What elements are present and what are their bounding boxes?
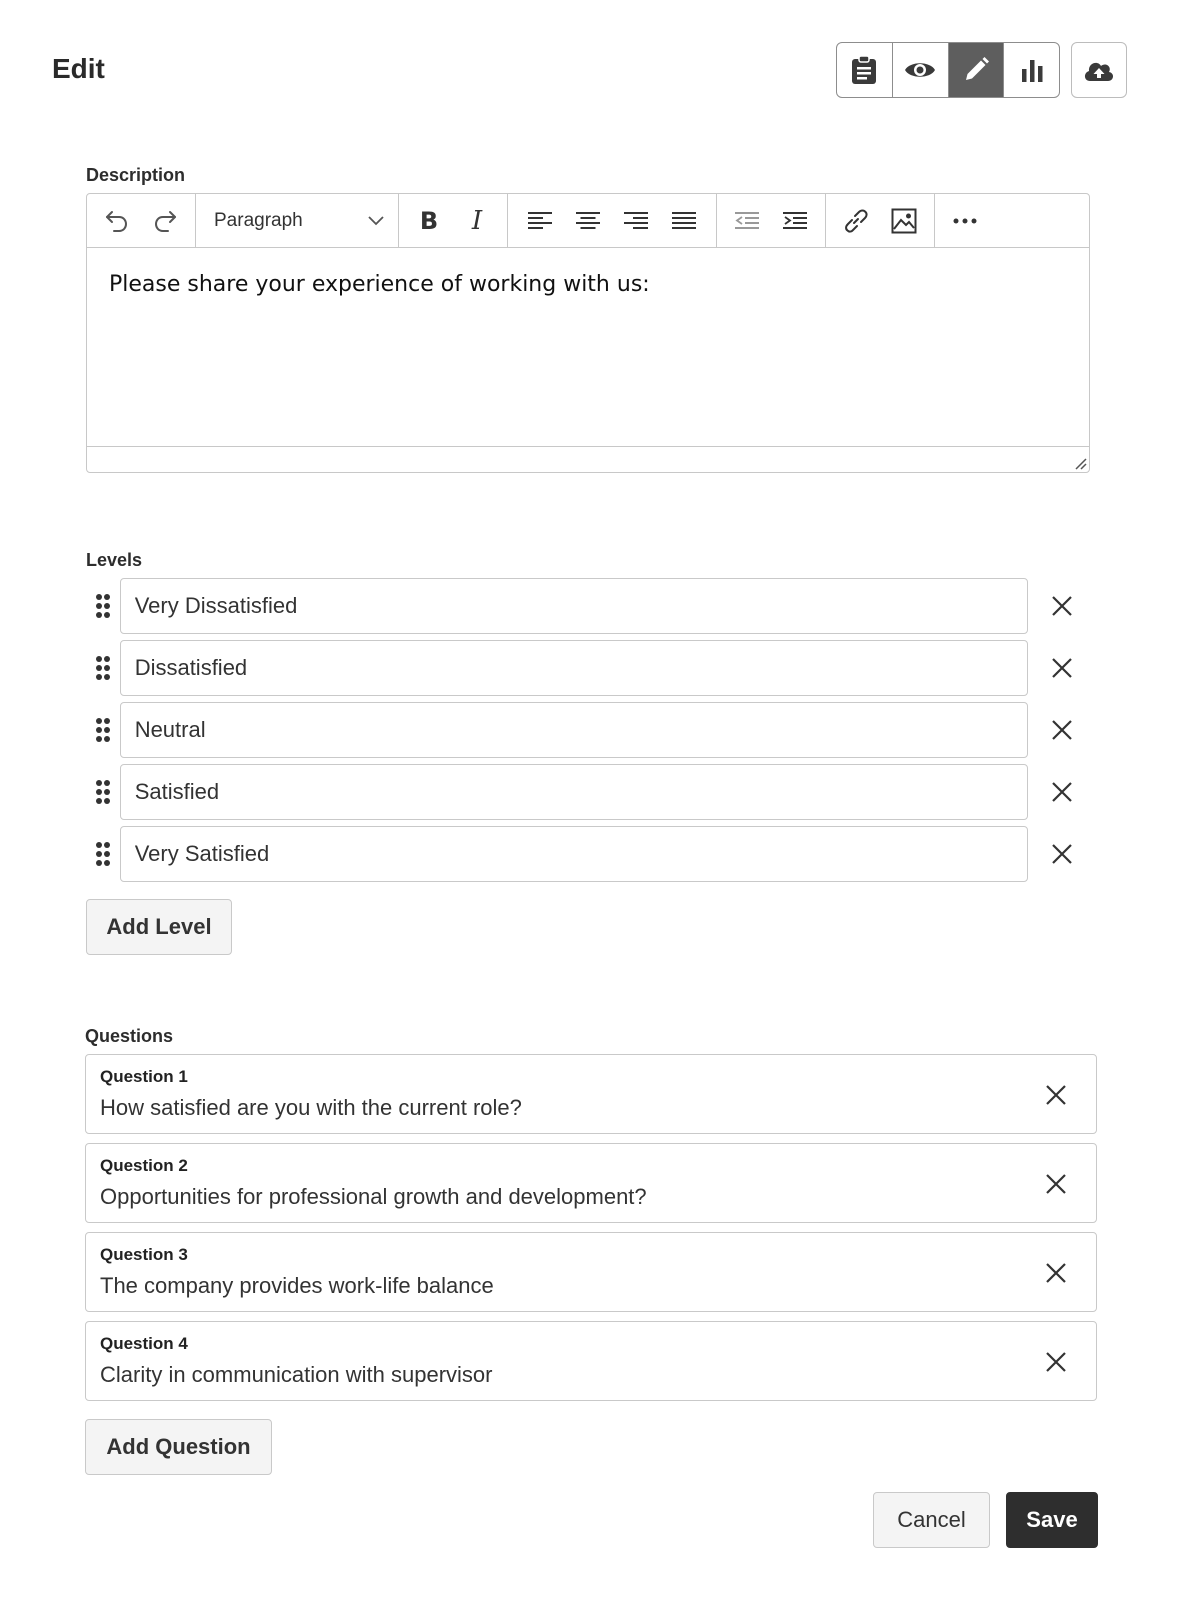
block-format-select[interactable]	[202, 201, 392, 241]
link-icon	[843, 208, 869, 234]
remove-question-button[interactable]	[1032, 1249, 1080, 1297]
drag-handle[interactable]	[86, 640, 120, 696]
close-icon	[1051, 781, 1073, 803]
drag-handle-icon	[95, 717, 111, 743]
clipboard-icon	[851, 55, 877, 85]
bar-chart-icon	[1019, 57, 1045, 83]
save-button[interactable]: Save	[1006, 1492, 1098, 1548]
drag-handle-icon	[95, 779, 111, 805]
cancel-button[interactable]: Cancel	[873, 1492, 990, 1548]
align-left-button[interactable]	[516, 201, 564, 241]
drag-handle[interactable]	[86, 702, 120, 758]
italic-button[interactable]	[453, 201, 501, 241]
outdent-icon	[735, 211, 759, 231]
more-icon	[953, 218, 977, 224]
question-card[interactable]	[85, 1143, 1097, 1223]
more-group	[935, 194, 995, 247]
question-text: The company provides work-life balance	[100, 1273, 494, 1298]
close-icon	[1045, 1351, 1067, 1373]
question-card[interactable]	[85, 1054, 1097, 1134]
image-button[interactable]	[880, 201, 928, 241]
question-text: Clarity in communication with supervisor	[100, 1362, 493, 1387]
level-row	[86, 640, 1086, 696]
close-icon	[1051, 595, 1073, 617]
bold-icon: B	[419, 206, 439, 235]
italic-icon: I	[471, 205, 483, 236]
format-group	[196, 194, 399, 247]
drag-handle[interactable]	[86, 764, 120, 820]
indent-button[interactable]	[771, 201, 819, 241]
indent-group	[717, 194, 826, 247]
level-input[interactable]	[120, 578, 1029, 634]
upload-button[interactable]	[1071, 42, 1127, 98]
level-input[interactable]	[120, 826, 1029, 882]
pencil-icon	[962, 56, 990, 84]
level-input[interactable]	[120, 764, 1029, 820]
insert-group	[826, 194, 935, 247]
question-label: Question 2	[100, 1156, 188, 1175]
question-label: Question 1	[100, 1067, 188, 1086]
level-input[interactable]	[120, 640, 1029, 696]
page-title: Edit	[52, 53, 105, 84]
question-card[interactable]	[85, 1232, 1097, 1312]
question-text: Opportunities for professional growth and development?	[100, 1184, 647, 1209]
chevron-down-icon	[368, 216, 384, 226]
remove-question-button[interactable]	[1032, 1160, 1080, 1208]
close-icon	[1051, 843, 1073, 865]
link-button[interactable]	[832, 201, 880, 241]
preview-mode-button[interactable]	[893, 43, 949, 97]
remove-question-button[interactable]	[1032, 1338, 1080, 1386]
indent-icon	[783, 211, 807, 231]
redo-icon	[152, 209, 178, 233]
align-left-icon	[528, 211, 552, 231]
align-right-icon	[624, 211, 648, 231]
close-icon	[1045, 1084, 1067, 1106]
resize-handle-icon[interactable]	[1073, 456, 1087, 470]
question-label: Question 3	[100, 1245, 188, 1264]
redo-button[interactable]	[141, 201, 189, 241]
questions-label: Questions	[85, 1026, 174, 1046]
alignment-group	[508, 194, 717, 247]
level-row	[86, 702, 1086, 758]
drag-handle[interactable]	[86, 826, 120, 882]
drag-handle-icon	[95, 841, 111, 867]
cloud-upload-icon	[1082, 57, 1116, 83]
remove-level-button[interactable]	[1038, 644, 1086, 692]
history-group	[87, 194, 196, 247]
block-format-value: Paragraph	[214, 209, 303, 231]
level-input[interactable]	[120, 702, 1029, 758]
view-mode-toggle	[836, 42, 1060, 98]
text-style-group	[399, 194, 508, 247]
align-right-button[interactable]	[612, 201, 660, 241]
close-icon	[1045, 1173, 1067, 1195]
close-icon	[1045, 1262, 1067, 1284]
remove-level-button[interactable]	[1038, 830, 1086, 878]
remove-level-button[interactable]	[1038, 582, 1086, 630]
image-icon	[891, 208, 917, 234]
results-mode-button[interactable]	[1004, 43, 1059, 97]
add-level-button[interactable]: Add Level	[86, 899, 232, 955]
more-button[interactable]	[941, 201, 989, 241]
remove-level-button[interactable]	[1038, 768, 1086, 816]
drag-handle-icon	[95, 593, 111, 619]
close-icon	[1051, 657, 1073, 679]
question-card[interactable]	[85, 1321, 1097, 1401]
editor-statusbar	[87, 446, 1089, 472]
description-label: Description	[86, 165, 186, 185]
justify-icon	[672, 211, 696, 231]
drag-handle[interactable]	[86, 578, 120, 634]
remove-level-button[interactable]	[1038, 706, 1086, 754]
edit-mode-button[interactable]	[949, 43, 1005, 97]
level-row	[86, 578, 1086, 634]
justify-button[interactable]	[660, 201, 708, 241]
level-row	[86, 764, 1086, 820]
undo-button[interactable]	[93, 201, 141, 241]
undo-icon	[104, 209, 130, 233]
rich-text-editor	[86, 193, 1090, 473]
remove-question-button[interactable]	[1032, 1071, 1080, 1119]
eye-icon	[904, 59, 936, 81]
question-label: Question 4	[100, 1334, 188, 1353]
levels-label: Levels	[86, 550, 143, 570]
add-question-button[interactable]: Add Question	[85, 1419, 272, 1475]
align-center-icon	[576, 211, 600, 231]
drag-handle-icon	[95, 655, 111, 681]
editor-content[interactable]: Please share your experience of working with us:	[109, 272, 650, 297]
question-text: How satisfied are you with the current role?	[100, 1095, 522, 1120]
outdent-button[interactable]	[723, 201, 771, 241]
align-center-button[interactable]	[564, 201, 612, 241]
level-row	[86, 826, 1086, 882]
clipboard-mode-button[interactable]	[837, 43, 893, 97]
bold-button[interactable]	[405, 201, 453, 241]
close-icon	[1051, 719, 1073, 741]
editor-toolbar	[87, 194, 1089, 248]
